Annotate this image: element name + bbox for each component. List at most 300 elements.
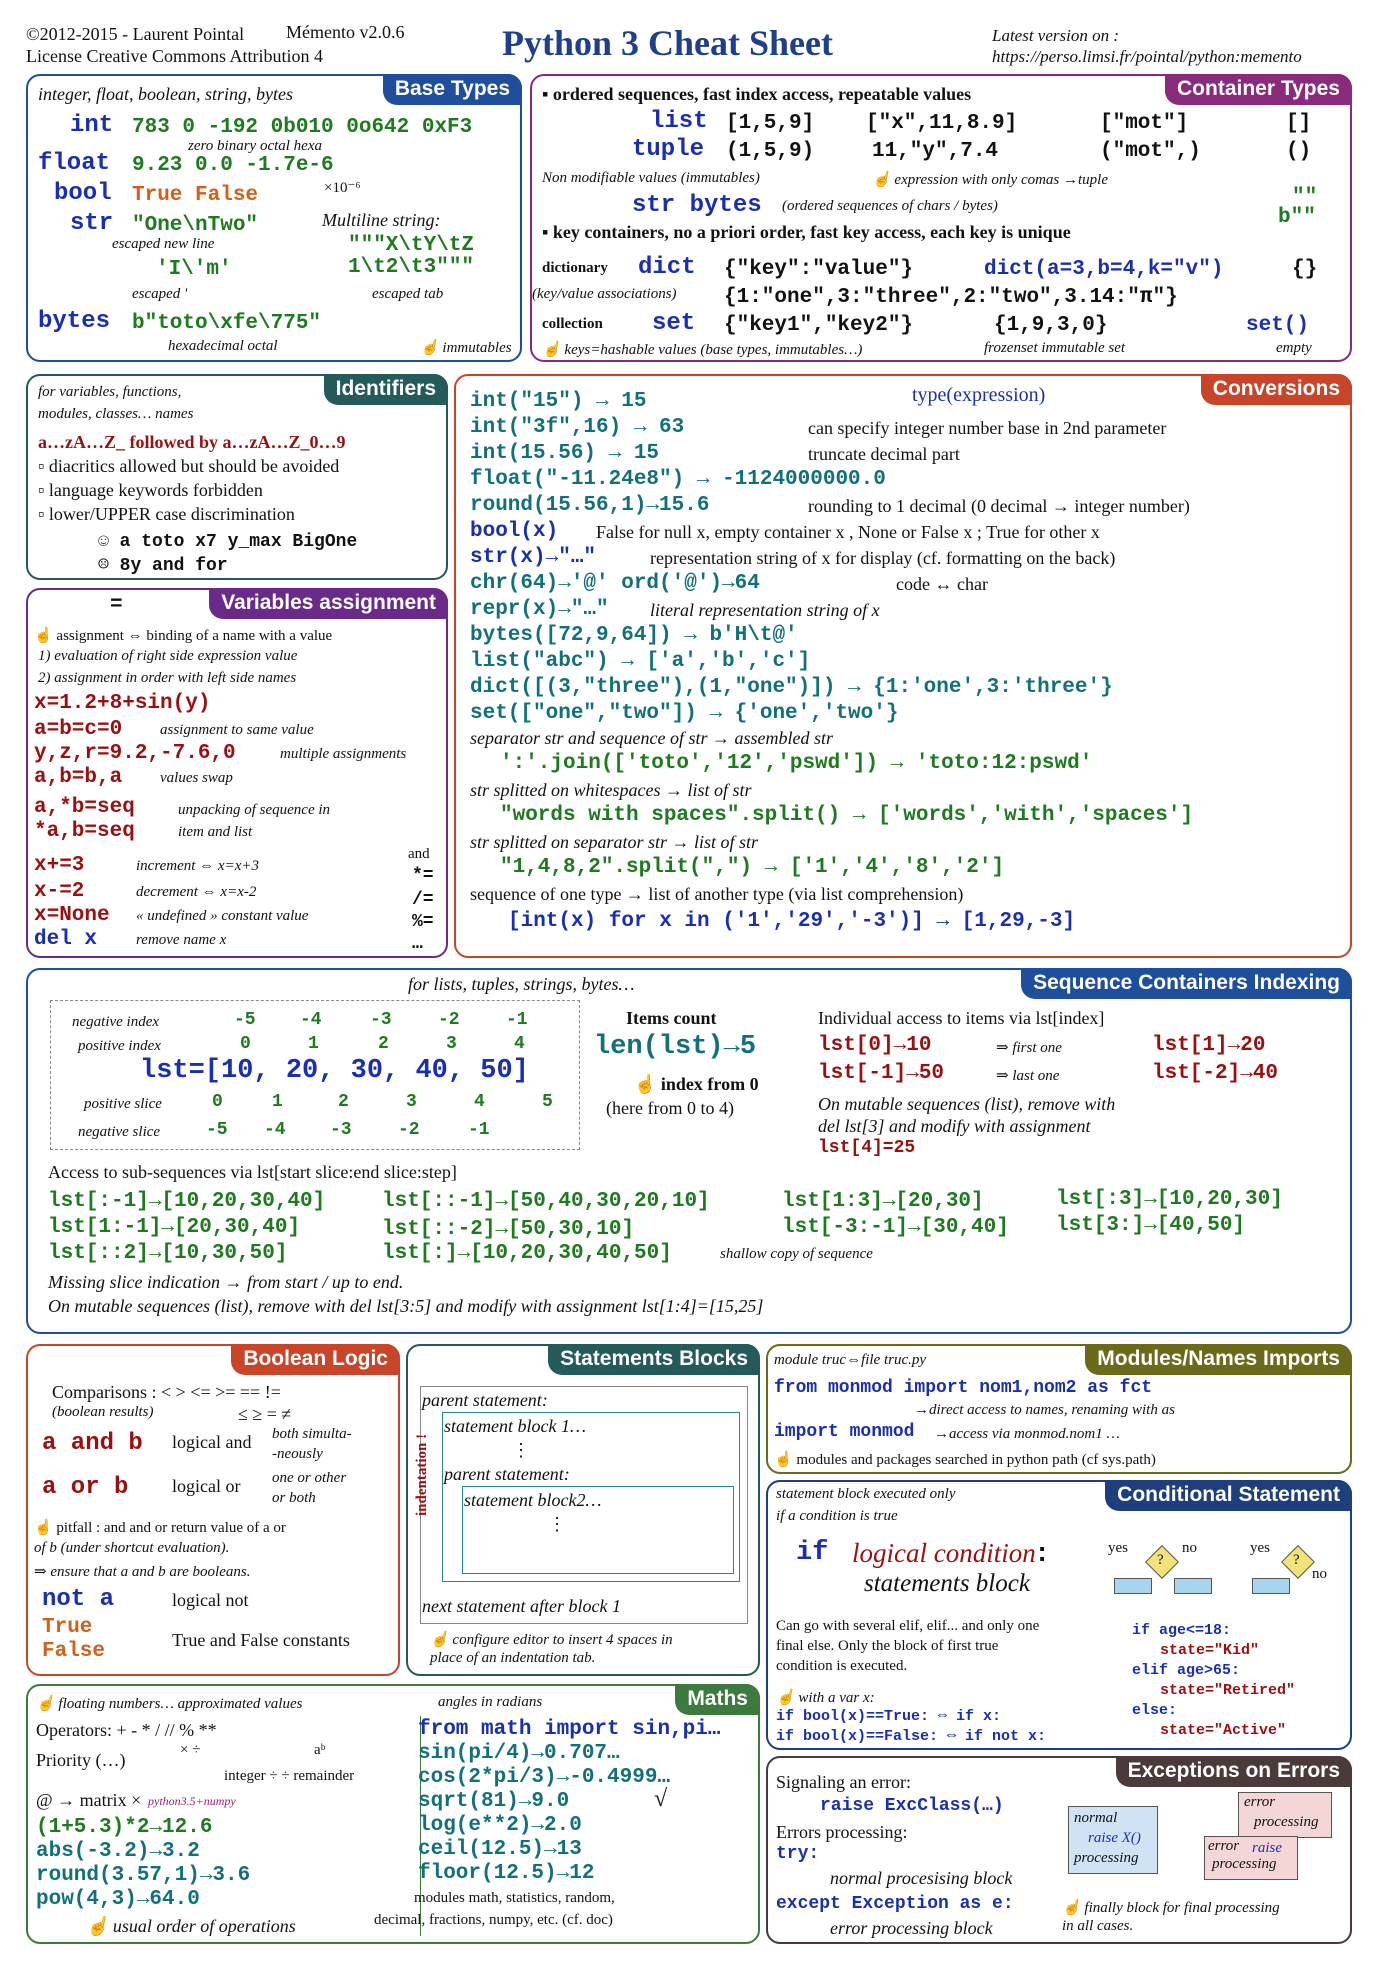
container-types-box <box>530 74 1352 362</box>
pos-index-3: 3 <box>446 1034 457 1054</box>
raise-statement: raise ExcClass(…) <box>820 1796 1004 1816</box>
if-colon: : <box>1034 1540 1051 1570</box>
pitfall-3: ⇒ ensure that a and b are booleans. <box>34 1564 251 1580</box>
conv-row-7: str(x)→"…" <box>470 546 597 569</box>
pitfall-2: of b (under shortcut evaluation). <box>34 1540 230 1556</box>
dict-value-2: dict(a=3,b=4,k="v") <box>984 258 1224 281</box>
empty-label: empty <box>1276 340 1312 356</box>
base-types-title: Base Types <box>383 74 522 105</box>
latest-version-label: Latest version on : <box>992 26 1120 45</box>
str-keyword: str <box>70 210 114 237</box>
list-value-3: ["mot"] <box>1100 112 1189 135</box>
conv-row-10: bytes([72,9,64]) → b'H\t@' <box>470 624 798 647</box>
conv-row-13: set(["one","two"]) → {'one','two'} <box>470 702 899 725</box>
escaped-quote-note: escaped ' <box>132 286 188 302</box>
op-assign-4: … <box>412 934 423 954</box>
collection-label: collection <box>542 316 603 332</box>
pos-slice-2: 2 <box>338 1092 349 1112</box>
op-assign-1: *= <box>412 866 434 886</box>
str-bytes-note: (ordered sequences of chars / bytes) <box>782 198 998 214</box>
statements-title: Statements Blocks <box>548 1344 760 1375</box>
float-keyword: float <box>38 150 111 177</box>
lst-definition: lst=[10, 20, 30, 40, 50] <box>140 1056 529 1086</box>
expression-comas-note: ☝ expression with only comas →tuple <box>872 172 1109 188</box>
normal-block: normal procesising block <box>830 1868 1013 1888</box>
assign-example-4: a,b=b,a <box>34 766 123 789</box>
neg-index-4: -1 <box>506 1010 528 1030</box>
assign-example-8: x-=2 <box>34 880 85 903</box>
slice-3: lst[1:3]→[20,30] <box>782 1190 984 1213</box>
variables-title: Variables assignment <box>209 588 448 619</box>
set-keyword: set <box>652 310 696 337</box>
configure-note-1: ☝ configure editor to insert 4 spaces in <box>430 1632 673 1648</box>
bool-false-equiv: if bool(x)==False: ⇔ if not x: <box>776 1728 1047 1745</box>
diagram-error-2: error <box>1208 1838 1240 1854</box>
and-note-2: -neously <box>272 1446 323 1462</box>
list-value-1: [1,5,9] <box>726 112 815 135</box>
modules-title: Modules/Names Imports <box>1085 1344 1352 1375</box>
multiline-line2: 1\t2\t3""" <box>348 256 475 279</box>
int-div-remainder-note: integer ÷ ÷ remainder <box>224 1768 355 1784</box>
multiline-label: Multiline string: <box>322 210 441 230</box>
yes-label-1: yes <box>1108 1540 1128 1556</box>
branch-box-3-icon <box>1252 1578 1290 1594</box>
conditional-title: Conditional Statement <box>1105 1480 1352 1511</box>
slice-7: lst[-3:-1]→[30,40] <box>782 1216 1009 1239</box>
exceptions-box <box>766 1756 1352 1944</box>
assign-symbol: = <box>110 594 123 617</box>
conv-row-2: int("3f",16) → 63 <box>470 416 685 439</box>
conversions-title: Conversions <box>1201 374 1352 405</box>
neg-slice-2: -3 <box>330 1120 352 1140</box>
conv-row-7-note: representation string of x for display (cf. formatting on the back) <box>650 548 1116 568</box>
errors-processing-label: Errors processing: <box>776 1822 908 1842</box>
cond-code-6: state="Active" <box>1160 1722 1287 1739</box>
slice-5: lst[1:-1]→[20,30,40] <box>48 1216 301 1239</box>
decision-q-1: ? <box>1157 1552 1164 1568</box>
conv-row-6-note: False for null x, empty container x , None or False x ; True for other x <box>596 522 1100 542</box>
assign-step1: 1) evaluation of right side expression value <box>38 648 298 664</box>
angles-note: angles in radians <box>438 1694 543 1710</box>
power-symbol: aᵇ <box>314 1742 326 1758</box>
items-count-label: Items count <box>626 1008 717 1028</box>
assign-example-5: a,*b=seq <box>34 796 135 819</box>
math-expr-1: (1+5.3)*2→12.6 <box>36 1816 213 1839</box>
conditional-box <box>766 1480 1352 1750</box>
neg-slice-3: -2 <box>398 1120 420 1140</box>
page-title: Python 3 Cheat Sheet <box>502 23 833 63</box>
math-expr-2: abs(-3.2)→3.2 <box>36 1840 200 1863</box>
conv-row-4: float("-11.24e8") → -1124000000.0 <box>470 468 886 491</box>
assign-step2: 2) assignment in order with left side names <box>38 670 297 686</box>
matrix-note: python3.5+numpy <box>148 1794 236 1808</box>
try-keyword: try: <box>776 1844 820 1864</box>
sub-sequences-label: Access to sub-sequences via lst[start slice:end slice:step] <box>48 1162 457 1182</box>
assign-example-2-note: assignment to same value <box>160 722 314 738</box>
pos-slice-4: 4 <box>474 1092 485 1112</box>
cond-code-4: state="Retired" <box>1160 1682 1296 1699</box>
sqrt-check: √ <box>654 1786 668 1812</box>
no-label-1: no <box>1182 1540 1197 1556</box>
finally-note: ☝ finally block for final processing <box>1062 1900 1280 1916</box>
identifiers-box <box>26 374 448 580</box>
increment-note: increment ⇔ x=x+3 <box>136 858 259 874</box>
cond-code-3: elif age>65: <box>1132 1662 1241 1679</box>
diagram-error-processing: processing <box>1254 1814 1319 1830</box>
base-types-box <box>26 74 522 362</box>
assign-example-2: a=b=c=0 <box>34 718 123 741</box>
bytes-value: b"toto\xfe\775" <box>132 312 322 335</box>
conv-row-5-note: rounding to 1 decimal (0 decimal → integer number) <box>808 496 1190 516</box>
here-from-note: (here from 0 to 4) <box>606 1098 734 1118</box>
unpacking-note-2: item and list <box>178 824 253 840</box>
decision-q-2: ? <box>1293 1552 1300 1568</box>
logical-condition: logical condition <box>852 1538 1036 1568</box>
mutable-remove-2: del lst[3] and modify with assignment <box>818 1116 1091 1136</box>
direct-access-note: →direct access to names, renaming with as <box>914 1402 1175 1418</box>
indexing-title: Sequence Containers Indexing <box>1021 968 1352 999</box>
slice-1: lst[:-1]→[10,20,30,40] <box>48 1190 326 1213</box>
cond-intro-1: statement block executed only <box>776 1486 956 1502</box>
dict-value-1: {"key":"value"} <box>724 258 914 281</box>
decrement-note: decrement ⇔ x=x-2 <box>136 884 257 900</box>
maths-title: Maths <box>675 1684 760 1715</box>
conv-row-1: int("15") → 15 <box>470 390 647 413</box>
multiline-line1: """X\tY\tZ <box>348 234 475 257</box>
neg-slice-1: -4 <box>264 1120 286 1140</box>
tuple-empty: () <box>1286 140 1312 163</box>
maths-box <box>26 1684 760 1944</box>
assign-example-7: x+=3 <box>34 854 85 877</box>
set-empty: set() <box>1246 314 1310 337</box>
container-types-title: Container Types <box>1165 74 1352 105</box>
conv-row-9-note: literal representation string of x <box>650 600 880 620</box>
access-first: lst[0]→10 <box>818 1034 932 1057</box>
access-last: lst[-1]→50 <box>818 1062 945 1085</box>
list-empty: [] <box>1286 112 1312 135</box>
float-exponent-note: ×10⁻⁶ <box>324 180 361 196</box>
len-example: len(lst)→5 <box>594 1032 757 1062</box>
statement-dots-2: ⋮ <box>548 1514 566 1534</box>
indentation-label: indentation ! <box>414 1433 430 1516</box>
false-constant: False <box>42 1640 106 1663</box>
last-one-note: ⇒ last one <box>996 1068 1060 1084</box>
conv-row-3-note: truncate decimal part <box>808 444 960 464</box>
neg-index-3: -2 <box>438 1010 460 1030</box>
str-value-2: 'I\'m' <box>156 258 232 281</box>
not-expression: not a <box>42 1586 115 1613</box>
branch-box-1-icon <box>1114 1578 1152 1594</box>
pos-index-1: 1 <box>308 1034 319 1054</box>
assign-example-1: x=1.2+8+sin(y) <box>34 692 211 715</box>
list-value-2: ["x",11,8.9] <box>866 112 1018 135</box>
version: Mémento v2.0.6 <box>286 22 405 42</box>
error-block: error processing block <box>830 1918 993 1938</box>
type-expression: type(expression) <box>912 384 1046 406</box>
statement-dots-1: ⋮ <box>512 1440 530 1460</box>
and-label: and <box>408 846 430 862</box>
and-expression: a and b <box>42 1430 143 1457</box>
conv-row-14: separator str and sequence of str → assembled str <box>470 728 833 748</box>
true-constant: True <box>42 1616 93 1639</box>
op-assign-2: /= <box>412 890 434 910</box>
list-keyword: list <box>650 108 708 135</box>
diagram-processing-2: processing <box>1212 1856 1277 1872</box>
identifiers-diacritics: ▫ diacritics allowed but should be avoided <box>38 456 340 476</box>
conv-row-18: str splitted on separator str → list of str <box>470 832 759 852</box>
set-value-1: {"key1","key2"} <box>724 314 914 337</box>
boolean-box <box>26 1344 400 1676</box>
tuple-keyword: tuple <box>632 136 705 163</box>
variables-box <box>26 588 448 958</box>
statement-block-2: statement block2… <box>464 1490 602 1510</box>
neg-slice-0: -5 <box>206 1120 228 1140</box>
str-value: "One\nTwo" <box>132 214 259 237</box>
base-types-intro: integer, float, boolean, string, bytes <box>38 84 293 104</box>
import-module: import monmod <box>774 1422 915 1442</box>
all-cases-note: in all cases. <box>1062 1918 1134 1934</box>
identifiers-good-examples: ☺ a toto x7 y_max BigOne <box>98 532 358 552</box>
pos-slice-1: 1 <box>272 1092 283 1112</box>
assign-example-3: y,z,r=9.2,-7.6,0 <box>34 742 236 765</box>
for-lists-note: for lists, tuples, strings, bytes… <box>408 974 635 994</box>
dict-keyword: dict <box>638 254 696 281</box>
neg-index-0: -5 <box>234 1010 256 1030</box>
slice-8: lst[3:]→[40,50] <box>1056 1214 1246 1237</box>
bool-true-equiv: if bool(x)==True: ⇔ if x: <box>776 1708 1002 1725</box>
math-ceil: ceil(12.5)→13 <box>418 1838 582 1861</box>
identifiers-keywords: ▫ language keywords forbidden <box>38 480 263 500</box>
key-containers: ▪ key containers, no a priori order, fast key access, each key is unique <box>542 222 1071 242</box>
unpacking-note-1: unpacking of sequence in <box>178 802 331 818</box>
or-note-1: one or other <box>272 1470 347 1486</box>
slice-10: lst[:]→[10,20,30,40,50] <box>382 1242 672 1265</box>
identifiers-line2: modules, classes… names <box>38 406 194 422</box>
or-label: logical or <box>172 1476 241 1496</box>
matrix-label: @ → matrix × <box>36 1790 142 1810</box>
cond-code-2: state="Kid" <box>1160 1642 1260 1659</box>
math-sin: sin(pi/4)→0.707… <box>418 1742 620 1765</box>
priority-label: Priority (…) <box>36 1750 126 1770</box>
immutables-note: ☝ immutables <box>420 340 512 356</box>
modules-box <box>766 1344 1352 1474</box>
python-path-note: ☝ modules and packages searched in python path (cf sys.path) <box>774 1452 1156 1468</box>
assign-example-6: *a,b=seq <box>34 820 135 843</box>
math-floor: floor(12.5)→12 <box>418 1862 595 1885</box>
key-value-label: (key/value associations) <box>532 286 677 302</box>
tuple-value-3: ("mot",) <box>1100 140 1201 163</box>
conv-row-20: sequence of one type → list of another type (via list comprehension) <box>470 884 964 904</box>
int-notes: zero binary octal hexa <box>188 138 322 154</box>
conv-row-2-note: can specify integer number base in 2nd parameter <box>808 418 1167 438</box>
statement-block-1: statement block 1… <box>444 1416 586 1436</box>
comparisons-label: Comparisons : < > <= >= == != <box>52 1382 281 1402</box>
pitfall-1: ☝ pitfall : and and or return value of a or <box>34 1520 286 1536</box>
bytes-empty: b"" <box>1278 206 1316 229</box>
conv-row-5: round(15.56,1)→15.6 <box>470 494 710 517</box>
assign-example-4-note: values swap <box>160 770 233 786</box>
if-keyword: if <box>796 1538 829 1568</box>
license: License Creative Commons Attribution 4 <box>26 46 323 66</box>
assign-example-3-note: multiple assignments <box>280 746 407 762</box>
cond-code-5: else: <box>1132 1702 1178 1719</box>
conv-row-21: [int(x) for x in ('1','29','-3')] → [1,29,-3] <box>508 910 1076 933</box>
diagram-raise: raise X() <box>1088 1830 1141 1846</box>
index-from-zero: ☝ index from 0 <box>634 1074 759 1094</box>
conv-row-16: str splitted on whitespaces → list of str <box>470 780 752 800</box>
conv-row-8-note: code ↔ char <box>896 574 988 594</box>
latest-version-url[interactable]: https://perso.limsi.fr/pointal/python:memento <box>992 47 1302 66</box>
conv-row-3: int(15.56) → 15 <box>470 442 660 465</box>
first-one-note: ⇒ first one <box>996 1040 1062 1056</box>
conv-row-15: ':'.join(['toto','12','pswd']) → 'toto:12:pswd' <box>500 752 1093 775</box>
bool-values: True False <box>132 184 259 207</box>
with-var-note: ☝ with a var x: <box>776 1690 875 1706</box>
mutable-remove-1: On mutable sequences (list), remove with <box>818 1094 1116 1114</box>
identifiers-bad-examples: ☹ 8y and for <box>98 556 228 576</box>
dictionary-label: dictionary <box>542 260 608 276</box>
parent-statement-2: parent statement: <box>444 1464 570 1484</box>
floating-note: ☝ floating numbers… approximated values <box>36 1696 303 1712</box>
statements-box <box>406 1344 760 1676</box>
not-label: logical not <box>172 1590 249 1610</box>
copyright: ©2012-2015 - Laurent Pointal <box>26 24 245 44</box>
boolean-results-note: (boolean results) <box>52 1404 154 1420</box>
dict-empty: {} <box>1292 258 1318 281</box>
neg-slice-4: -1 <box>468 1120 490 1140</box>
hexa-octal-note: hexadecimal octal <box>168 338 278 354</box>
non-modifiable-note: Non modifiable values (immutables) <box>542 170 760 186</box>
pos-index-2: 2 <box>378 1034 389 1054</box>
conv-row-6: bool(x) <box>470 520 559 543</box>
modules-list-2: decimal, fractions, numpy, etc. (cf. doc) <box>374 1912 613 1928</box>
exceptions-title: Exceptions on Errors <box>1116 1756 1352 1787</box>
conversions-box <box>454 374 1352 958</box>
operators-label: Operators: + - * / // % ** <box>36 1720 217 1740</box>
diagram-raise-2: raise <box>1252 1840 1282 1856</box>
next-statement: next statement after block 1 <box>422 1596 621 1616</box>
math-compare-symbols: ≤ ≥ = ≠ <box>238 1404 292 1424</box>
int-keyword: int <box>70 112 114 139</box>
missing-slice-note: Missing slice indication → from start / up to end. <box>48 1272 404 1292</box>
no-label-2: no <box>1312 1566 1327 1582</box>
indexing-box <box>26 968 1352 1334</box>
conv-row-17: "words with spaces".split() → ['words','with','spaces'] <box>500 804 1194 827</box>
negative-index-label: negative index <box>72 1014 160 1030</box>
bytes-keyword: bytes <box>38 308 111 335</box>
module-file-note: module truc⇔file truc.py <box>774 1352 927 1368</box>
conv-row-12: dict([(3,"three"),(1,"one")]) → {1:'one',3:'three'} <box>470 676 1113 699</box>
math-cos: cos(2*pi/3)→-0.4999… <box>418 1766 671 1789</box>
mul-div-symbols: × ÷ <box>180 1742 201 1758</box>
conv-row-9: repr(x)→"…" <box>470 598 609 621</box>
assign-binding: ☝ assignment ⇔ binding of a name with a value <box>34 628 333 644</box>
hashable-note: ☝ keys=hashable values (base types, immutables…) <box>542 342 863 358</box>
pos-slice-0: 0 <box>212 1092 223 1112</box>
individual-access-label: Individual access to items via lst[index] <box>818 1008 1105 1028</box>
slice-9: lst[::2]→[10,30,50] <box>48 1242 288 1265</box>
str-empty: "" <box>1292 186 1318 209</box>
elif-note-2: final else. Only the block of first true <box>776 1638 999 1654</box>
mutable-slice-note: On mutable sequences (list), remove with del lst[3:5] and modify with assignment lst[1:4]=[15,25] <box>48 1296 764 1316</box>
op-assign-3: %= <box>412 912 434 932</box>
math-import: from math import sin,pi… <box>418 1718 721 1741</box>
pos-slice-5: 5 <box>542 1092 553 1112</box>
math-expr-3: round(3.57,1)→3.6 <box>36 1864 251 1887</box>
diagram-processing: processing <box>1074 1850 1139 1866</box>
slice-2: lst[::-1]→[50,40,30,20,10] <box>382 1190 710 1213</box>
math-sqrt: sqrt(81)→9.0 <box>418 1790 570 1813</box>
identifiers-rule: a…zA…Z_ followed by a…zA…Z_0…9 <box>38 432 346 452</box>
branch-box-2-icon <box>1174 1578 1212 1594</box>
or-expression: a or b <box>42 1474 129 1501</box>
except-statement: except Exception as e: <box>776 1894 1014 1914</box>
elif-note-3: condition is executed. <box>776 1658 908 1674</box>
str-bytes-keywords: str bytes <box>632 192 762 219</box>
negative-slice-label: negative slice <box>78 1124 161 1140</box>
identifiers-case: ▫ lower/UPPER case discrimination <box>38 504 295 524</box>
shallow-copy-note: shallow copy of sequence <box>720 1246 873 1262</box>
slice-4: lst[:3]→[10,20,30] <box>1056 1188 1283 1211</box>
cond-intro-2: if a condition is true <box>776 1508 898 1524</box>
pos-slice-3: 3 <box>406 1092 417 1112</box>
undefined-note: « undefined » constant value <box>136 908 309 924</box>
conv-row-19: "1,4,8,2".split(",") → ['1','4','8','2'] <box>500 856 1005 879</box>
frozenset-note: frozenset immutable set <box>984 340 1126 356</box>
int-values: 783 0 -192 0b010 0o642 0xF3 <box>132 116 473 139</box>
identifiers-line1: for variables, functions, <box>38 384 182 400</box>
escaped-tab-note: escaped tab <box>372 286 444 302</box>
or-note-2: or both <box>272 1490 316 1506</box>
configure-note-2: place of an indentation tab. <box>430 1650 596 1666</box>
dict-value-4: {1:"one",3:"three",2:"two",3.14:"π"} <box>724 286 1178 309</box>
mutable-remove-3: lst[4]=25 <box>818 1138 916 1158</box>
constants-label: True and False constants <box>172 1630 350 1650</box>
math-log: log(e**2)→2.0 <box>418 1814 582 1837</box>
and-label: logical and <box>172 1432 252 1452</box>
bool-keyword: bool <box>54 180 112 207</box>
math-expr-4: pow(4,3)→64.0 <box>36 1888 200 1911</box>
modules-list-1: modules math, statistics, random, <box>414 1890 615 1906</box>
remove-name-note: remove name x <box>136 932 227 948</box>
access-second: lst[1]→20 <box>1152 1034 1266 1057</box>
pos-index-0: 0 <box>240 1034 251 1054</box>
diagram-error: error <box>1244 1794 1276 1810</box>
ordered-sequences: ▪ ordered sequences, fast index access, repeatable values <box>542 84 972 104</box>
conv-row-11: list("abc") → ['a','b','c'] <box>470 650 811 673</box>
statements-block: statements block <box>864 1570 1030 1597</box>
float-values: 9.23 0.0 -1.7e-6 <box>132 154 334 177</box>
positive-slice-label: positive slice <box>84 1096 162 1112</box>
identifiers-title: Identifiers <box>324 374 448 405</box>
access-second-last: lst[-2]→40 <box>1152 1062 1279 1085</box>
parent-statement-1: parent statement: <box>422 1390 548 1410</box>
tuple-value-2: 11,"y",7.4 <box>872 140 999 163</box>
tuple-value-1: (1,5,9) <box>726 140 815 163</box>
usual-order-note: ☝ usual order of operations <box>86 1916 296 1936</box>
slice-6: lst[::-2]→[50,30,10] <box>382 1218 635 1241</box>
boolean-title: Boolean Logic <box>231 1344 400 1375</box>
conv-row-8: chr(64)→'@' ord('@')→64 <box>470 572 760 595</box>
escaped-newline-note: escaped new line <box>112 236 215 252</box>
elif-note-1: Can go with several elif, elif... and only one <box>776 1618 1040 1634</box>
signaling-label: Signaling an error: <box>776 1772 911 1792</box>
neg-index-2: -3 <box>370 1010 392 1030</box>
assign-example-10: del x <box>34 928 98 951</box>
and-note-1: both simulta- <box>272 1426 352 1442</box>
pos-index-4: 4 <box>514 1034 525 1054</box>
yes-label-2: yes <box>1250 1540 1270 1556</box>
